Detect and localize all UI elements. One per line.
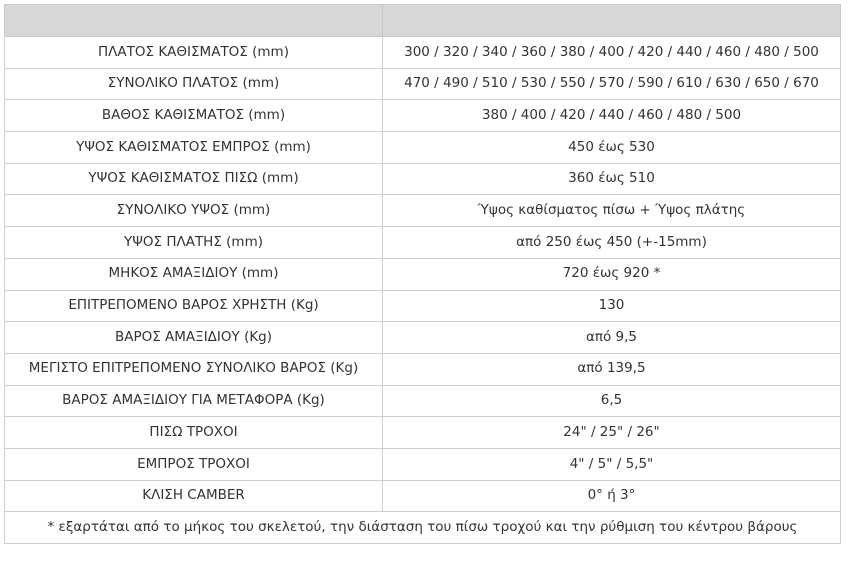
table-row bbox=[5, 68, 841, 100]
spec-value-cell: 470 / 490 / 510 / 530 / 550 / 570 / 590 / 610 / 630 / 650 / 670 bbox=[383, 68, 841, 100]
spec-label-cell: ΜΕΓΙΣΤΟ ΕΠΙΤΡΕΠΟΜΕΝΟ ΣΥΝΟΛΙΚΟ ΒΑΡΟΣ (Kg) bbox=[5, 353, 383, 385]
spec-value-cell: 360 έως 510 bbox=[383, 163, 841, 195]
table-body bbox=[5, 37, 841, 512]
spec-label-cell: ΕΠΙΤΡΕΠΟΜΕΝΟ ΒΑΡΟΣ ΧΡΗΣΤΗ (Kg) bbox=[5, 290, 383, 322]
spec-value-cell: 450 έως 530 bbox=[383, 132, 841, 164]
table-row bbox=[5, 258, 841, 290]
spec-value-cell: 4" / 5" / 5,5" bbox=[383, 448, 841, 480]
spec-label-cell: ΜΗΚΟΣ ΑΜΑΞΙΔΙΟΥ (mm) bbox=[5, 258, 383, 290]
spec-label-cell: ΕΜΠΡΟΣ ΤΡΟΧΟΙ bbox=[5, 448, 383, 480]
spec-label-cell: ΥΨΟΣ ΠΛΑΤΗΣ (mm) bbox=[5, 227, 383, 259]
footnote-text: * εξαρτάται από το μήκος του σκελετού, την διάσταση του πίσω τροχού και την ρύθμιση του κέντρου βάρους bbox=[5, 512, 841, 544]
spec-label-cell: ΚΛΙΣΗ CAMBER bbox=[5, 480, 383, 512]
table-row bbox=[5, 227, 841, 259]
table-row bbox=[5, 448, 841, 480]
spec-value-cell: 0° ή 3° bbox=[383, 480, 841, 512]
spec-label-cell: ΒΑΘΟΣ ΚΑΘΙΣΜΑΤΟΣ (mm) bbox=[5, 100, 383, 132]
spec-label-cell: ΠΙΣΩ ΤΡΟΧΟΙ bbox=[5, 417, 383, 449]
spec-value-cell: από 139,5 bbox=[383, 353, 841, 385]
spec-value-cell: από 250 έως 450 (+-15mm) bbox=[383, 227, 841, 259]
table-row bbox=[5, 163, 841, 195]
table-row bbox=[5, 322, 841, 354]
spec-label-cell: ΒΑΡΟΣ ΑΜΑΞΙΔΙΟΥ (Kg) bbox=[5, 322, 383, 354]
spec-value-cell: 6,5 bbox=[383, 385, 841, 417]
table-row bbox=[5, 417, 841, 449]
spec-value-cell: 380 / 400 / 420 / 440 / 460 / 480 / 500 bbox=[383, 100, 841, 132]
table-row bbox=[5, 290, 841, 322]
table-row bbox=[5, 385, 841, 417]
spec-label-cell: ΣΥΝΟΛΙΚΟ ΠΛΑΤΟΣ (mm) bbox=[5, 68, 383, 100]
table-row bbox=[5, 480, 841, 512]
table-row bbox=[5, 195, 841, 227]
table-row bbox=[5, 353, 841, 385]
spec-label-cell: ΥΨΟΣ ΚΑΘΙΣΜΑΤΟΣ ΠΙΣΩ (mm) bbox=[5, 163, 383, 195]
spec-value-cell: 24" / 25" / 26" bbox=[383, 417, 841, 449]
spec-value-cell: 300 / 320 / 340 / 360 / 380 / 400 / 420 / 440 / 460 / 480 / 500 bbox=[383, 37, 841, 69]
table-row bbox=[5, 37, 841, 69]
header-cell-label bbox=[5, 5, 383, 37]
spec-value-cell: από 9,5 bbox=[383, 322, 841, 354]
spec-value-cell: Ύψος καθίσματος πίσω + Ύψος πλάτης bbox=[383, 195, 841, 227]
table-row bbox=[5, 100, 841, 132]
spec-label-cell: ΠΛΑΤΟΣ ΚΑΘΙΣΜΑΤΟΣ (mm) bbox=[5, 37, 383, 69]
table-header bbox=[5, 5, 841, 37]
spec-value-cell: 720 έως 920 * bbox=[383, 258, 841, 290]
footnote-row bbox=[5, 512, 841, 544]
header-row bbox=[5, 5, 841, 37]
header-cell-value bbox=[383, 5, 841, 37]
spec-value-cell: 130 bbox=[383, 290, 841, 322]
specifications-table bbox=[4, 4, 841, 544]
spec-label-cell: ΣΥΝΟΛΙΚΟ ΥΨΟΣ (mm) bbox=[5, 195, 383, 227]
spec-label-cell: ΒΑΡΟΣ ΑΜΑΞΙΔΙΟΥ ΓΙΑ ΜΕΤΑΦΟΡΑ (Kg) bbox=[5, 385, 383, 417]
spec-label-cell: ΥΨΟΣ ΚΑΘΙΣΜΑΤΟΣ ΕΜΠΡΟΣ (mm) bbox=[5, 132, 383, 164]
table-row bbox=[5, 132, 841, 164]
table-footer bbox=[5, 512, 841, 544]
